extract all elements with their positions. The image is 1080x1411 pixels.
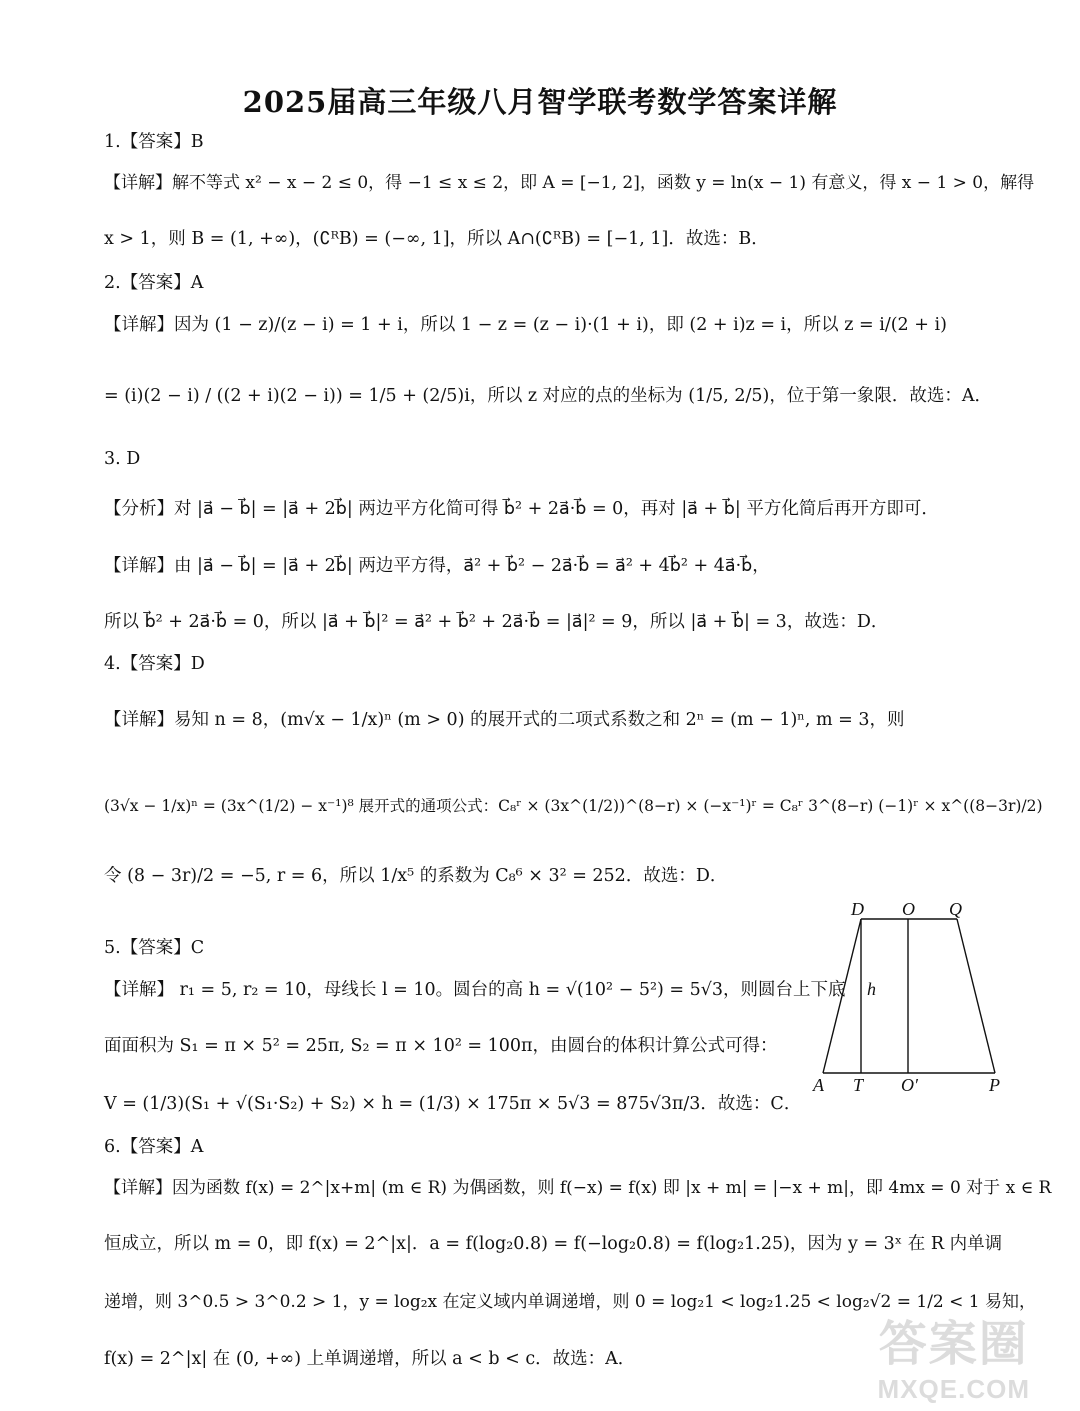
label-h: h (867, 979, 876, 999)
solution-line: V = (1/3)(S₁ + √(S₁·S₂) + S₂) × h = (1/3) × 175π × 5√3 = 875√3π/3．故选：C． (104, 1094, 802, 1114)
label-Q: Q (949, 899, 962, 919)
solution-line: 恒成立，所以 m = 0，即 f(x) = 2^|x|．a = f(log₂0.8) = f(−log₂0.8) = f(log₂1.25)，因为 y = 3ˣ 在 R 内单调 (104, 1234, 1003, 1254)
solution-line: 【详解】因为 (1 − z)/(z − i) = 1 + i，所以 1 − z = (z − i)·(1 + i)，即 (2 + i)z = i，所以 z = i/(2 + i) (104, 315, 947, 335)
solution-line: 所以 b⃗² + 2a⃗·b⃗ = 0，所以 |a⃗ + b⃗|² = a⃗² + b⃗² + 2a⃗·b⃗ = |a⃗|² = 9，所以 |a⃗ + b⃗| = 3，故选：D． (104, 612, 889, 632)
solution-line: 面面积为 S₁ = π × 5² = 25π, S₂ = π × 10² = 100π，由圆台的体积计算公式可得： (104, 1036, 778, 1056)
watermark-logo-text: 答案圈 (878, 1318, 1029, 1371)
label-O: O (902, 899, 915, 919)
solution-line: 【详解】解不等式 x² − x − 2 ≤ 0，得 −1 ≤ x ≤ 2，即 A = [−1, 2]，函数 y = ln(x − 1) 有意义，得 x − 1 > 0，解得 (104, 173, 1035, 193)
solution-line: 递增，则 3^0.5 > 3^0.2 > 1，y = log₂x 在定义域内单调递增，则 0 = log₂1 < log₂1.25 < log₂√2 = 1/2 < 1 易知， (104, 1292, 1037, 1312)
label-P: P (989, 1075, 1000, 1095)
solution-line: 1.【答案】B (104, 132, 204, 152)
solution-line: 5.【答案】C (104, 938, 205, 958)
label-O-prime: O′ (901, 1075, 918, 1095)
solution-line: 6.【答案】A (104, 1137, 204, 1157)
solution-line: 4.【答案】D (104, 654, 205, 674)
label-A: A (813, 1075, 824, 1095)
solution-line: 【分析】对 |a⃗ − b⃗| = |a⃗ + 2b⃗| 两边平方化简可得 b⃗² + 2a⃗·b⃗ = 0，再对 |a⃗ + b⃗| 平方化简后再开方即可． (104, 499, 939, 519)
solution-line: 【详解】因为函数 f(x) = 2^|x+m| (m ∈ R) 为偶函数，则 f(−x) = f(x) 即 |x + m| = |−x + m|，即 4mx = 0 对于 x ∈ R (104, 1178, 1052, 1198)
label-D: D (851, 899, 864, 919)
watermark-url: MXQE.COM (877, 1374, 1030, 1404)
solution-line: 2.【答案】A (104, 273, 204, 293)
watermark (878, 1305, 1030, 1405)
solution-line: 【详解】易知 n = 8，(m√x − 1/x)ⁿ (m > 0) 的展开式的二项式系数之和 2ⁿ = (m − 1)ⁿ, m = 3，则 (104, 710, 905, 730)
solution-line: 3. D (104, 449, 141, 469)
solution-line: 【详解】由 |a⃗ − b⃗| = |a⃗ + 2b⃗| 两边平方得，a⃗² + b⃗² − 2a⃗·b⃗ = a⃗² + 4b⃗² + 4a⃗·b⃗， (104, 556, 770, 576)
solution-line: = (i)(2 − i) / ((2 + i)(2 − i)) = 1/5 + (2/5)i，所以 z 对应的点的坐标为 (1/5, 2/5)，位于第一象限．故选：A． (104, 386, 992, 406)
frustum-left-edge (823, 919, 861, 1073)
solution-line: (3√x − 1/x)ⁿ = (3x^(1/2) − x⁻¹)⁸ 展开式的通项公式：C₈ʳ × (3x^(1/2))^(8−r) × (−x⁻¹)ʳ = C₈ʳ 3^(8−r) (−1)ʳ × x^((8−3r)/2) (104, 797, 1043, 815)
solution-line: x > 1，则 B = (1, +∞)，(∁ᴿB) = (−∞, 1]，所以 A∩(∁ᴿB) = [−1, 1]．故选：B． (104, 229, 769, 249)
solution-line: f(x) = 2^|x| 在 (0, +∞) 上单调递增，所以 a < b < c．故选：A． (104, 1349, 636, 1369)
solution-line: 令 (8 − 3r)/2 = −5, r = 6，所以 1/x⁵ 的系数为 C₈⁶ × 3² = 252．故选：D． (104, 866, 728, 886)
frustum-diagram (805, 895, 1025, 1095)
solution-line: 【详解】 r₁ = 5, r₂ = 10，母线长 l = 10。圆台的高 h = √(10² − 5²) = 5√3，则圆台上下底 (104, 980, 846, 1000)
label-T: T (853, 1075, 864, 1095)
page-title: 2025届高三年级八月智学联考数学答案详解 (242, 85, 838, 119)
frustum-right-edge (957, 919, 995, 1073)
